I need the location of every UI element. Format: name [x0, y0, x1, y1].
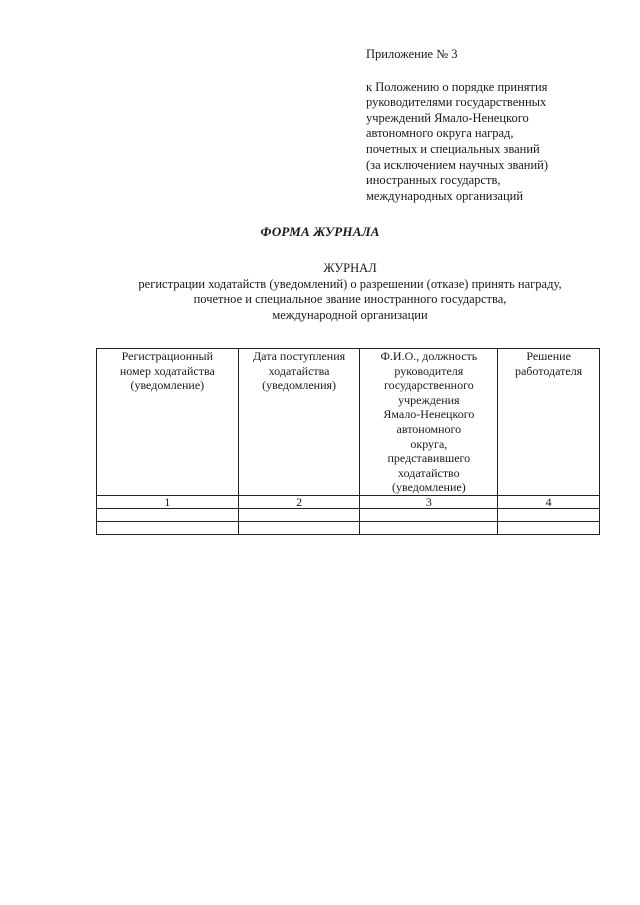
- column-number: 4: [498, 495, 600, 508]
- header-line: округа,: [410, 436, 448, 451]
- header-line: Решение: [526, 349, 571, 363]
- header-registration-number: [97, 349, 239, 496]
- column-number: 2: [238, 495, 360, 508]
- header-line: Регистрационный: [121, 349, 214, 363]
- appendix-block: [366, 47, 626, 204]
- header-line: работодателя: [514, 363, 583, 378]
- appendix-line: почетных и специальных званий: [366, 141, 540, 156]
- table-cell[interactable]: [97, 521, 239, 534]
- header-line: Ямало-Ненецкого: [383, 407, 475, 422]
- journal-table: [96, 348, 600, 535]
- appendix-line: международных организаций: [366, 188, 524, 203]
- journal-subtitle-line: международной организации: [272, 307, 428, 322]
- table-row: [97, 521, 600, 534]
- header-line: руководителя: [394, 363, 464, 378]
- header-receipt-date: [238, 349, 360, 496]
- header-line: (уведомление): [130, 378, 205, 393]
- form-title: ФОРМА ЖУРНАЛА: [260, 224, 380, 239]
- journal-subtitle-line: регистрации ходатайств (уведомлений) о разрешении (отказе) принять награду,: [138, 276, 562, 291]
- table-cell[interactable]: [360, 508, 498, 521]
- header-line: ходатайства: [268, 363, 330, 378]
- header-line: автономного: [396, 421, 462, 436]
- journal-subtitle-line: почетное и специальное звание иностранного государства,: [193, 292, 507, 306]
- header-head-name-position: [360, 349, 498, 496]
- header-line: (уведомления): [262, 378, 337, 393]
- table-cell[interactable]: [238, 508, 360, 521]
- table-cell[interactable]: [360, 521, 498, 534]
- journal-heading: [60, 261, 640, 323]
- appendix-line: автономного округа наград,: [366, 126, 514, 141]
- appendix-line: (за исключением научных званий): [366, 157, 549, 172]
- table-row: [97, 508, 600, 521]
- header-line: государственного: [383, 378, 474, 393]
- header-line: учреждения: [398, 392, 460, 407]
- column-number: 3: [360, 495, 498, 508]
- column-number: 1: [97, 495, 239, 508]
- header-line: представившего: [387, 451, 471, 466]
- table-cell[interactable]: [498, 508, 600, 521]
- header-line: Ф.И.О., должность: [380, 349, 478, 363]
- table-cell[interactable]: [238, 521, 360, 534]
- header-line: Дата поступления: [253, 349, 346, 363]
- header-employer-decision: [498, 349, 600, 496]
- appendix-line: к Положению о порядке принятия: [366, 79, 548, 94]
- header-line: (уведомление): [391, 480, 466, 495]
- header-line: номер ходатайства: [119, 363, 215, 378]
- table-header-row: [97, 349, 600, 496]
- column-number-row: [97, 495, 600, 508]
- appendix-line: учреждений Ямало-Ненецкого: [366, 110, 529, 125]
- appendix-line: иностранных государств,: [366, 173, 501, 188]
- header-line: ходатайство: [398, 465, 460, 480]
- journal-title: ЖУРНАЛ: [323, 261, 377, 275]
- appendix-line: руководителями государственных: [366, 95, 547, 110]
- table-cell[interactable]: [498, 521, 600, 534]
- table-cell[interactable]: [97, 508, 239, 521]
- appendix-number: Приложение № 3: [366, 47, 458, 61]
